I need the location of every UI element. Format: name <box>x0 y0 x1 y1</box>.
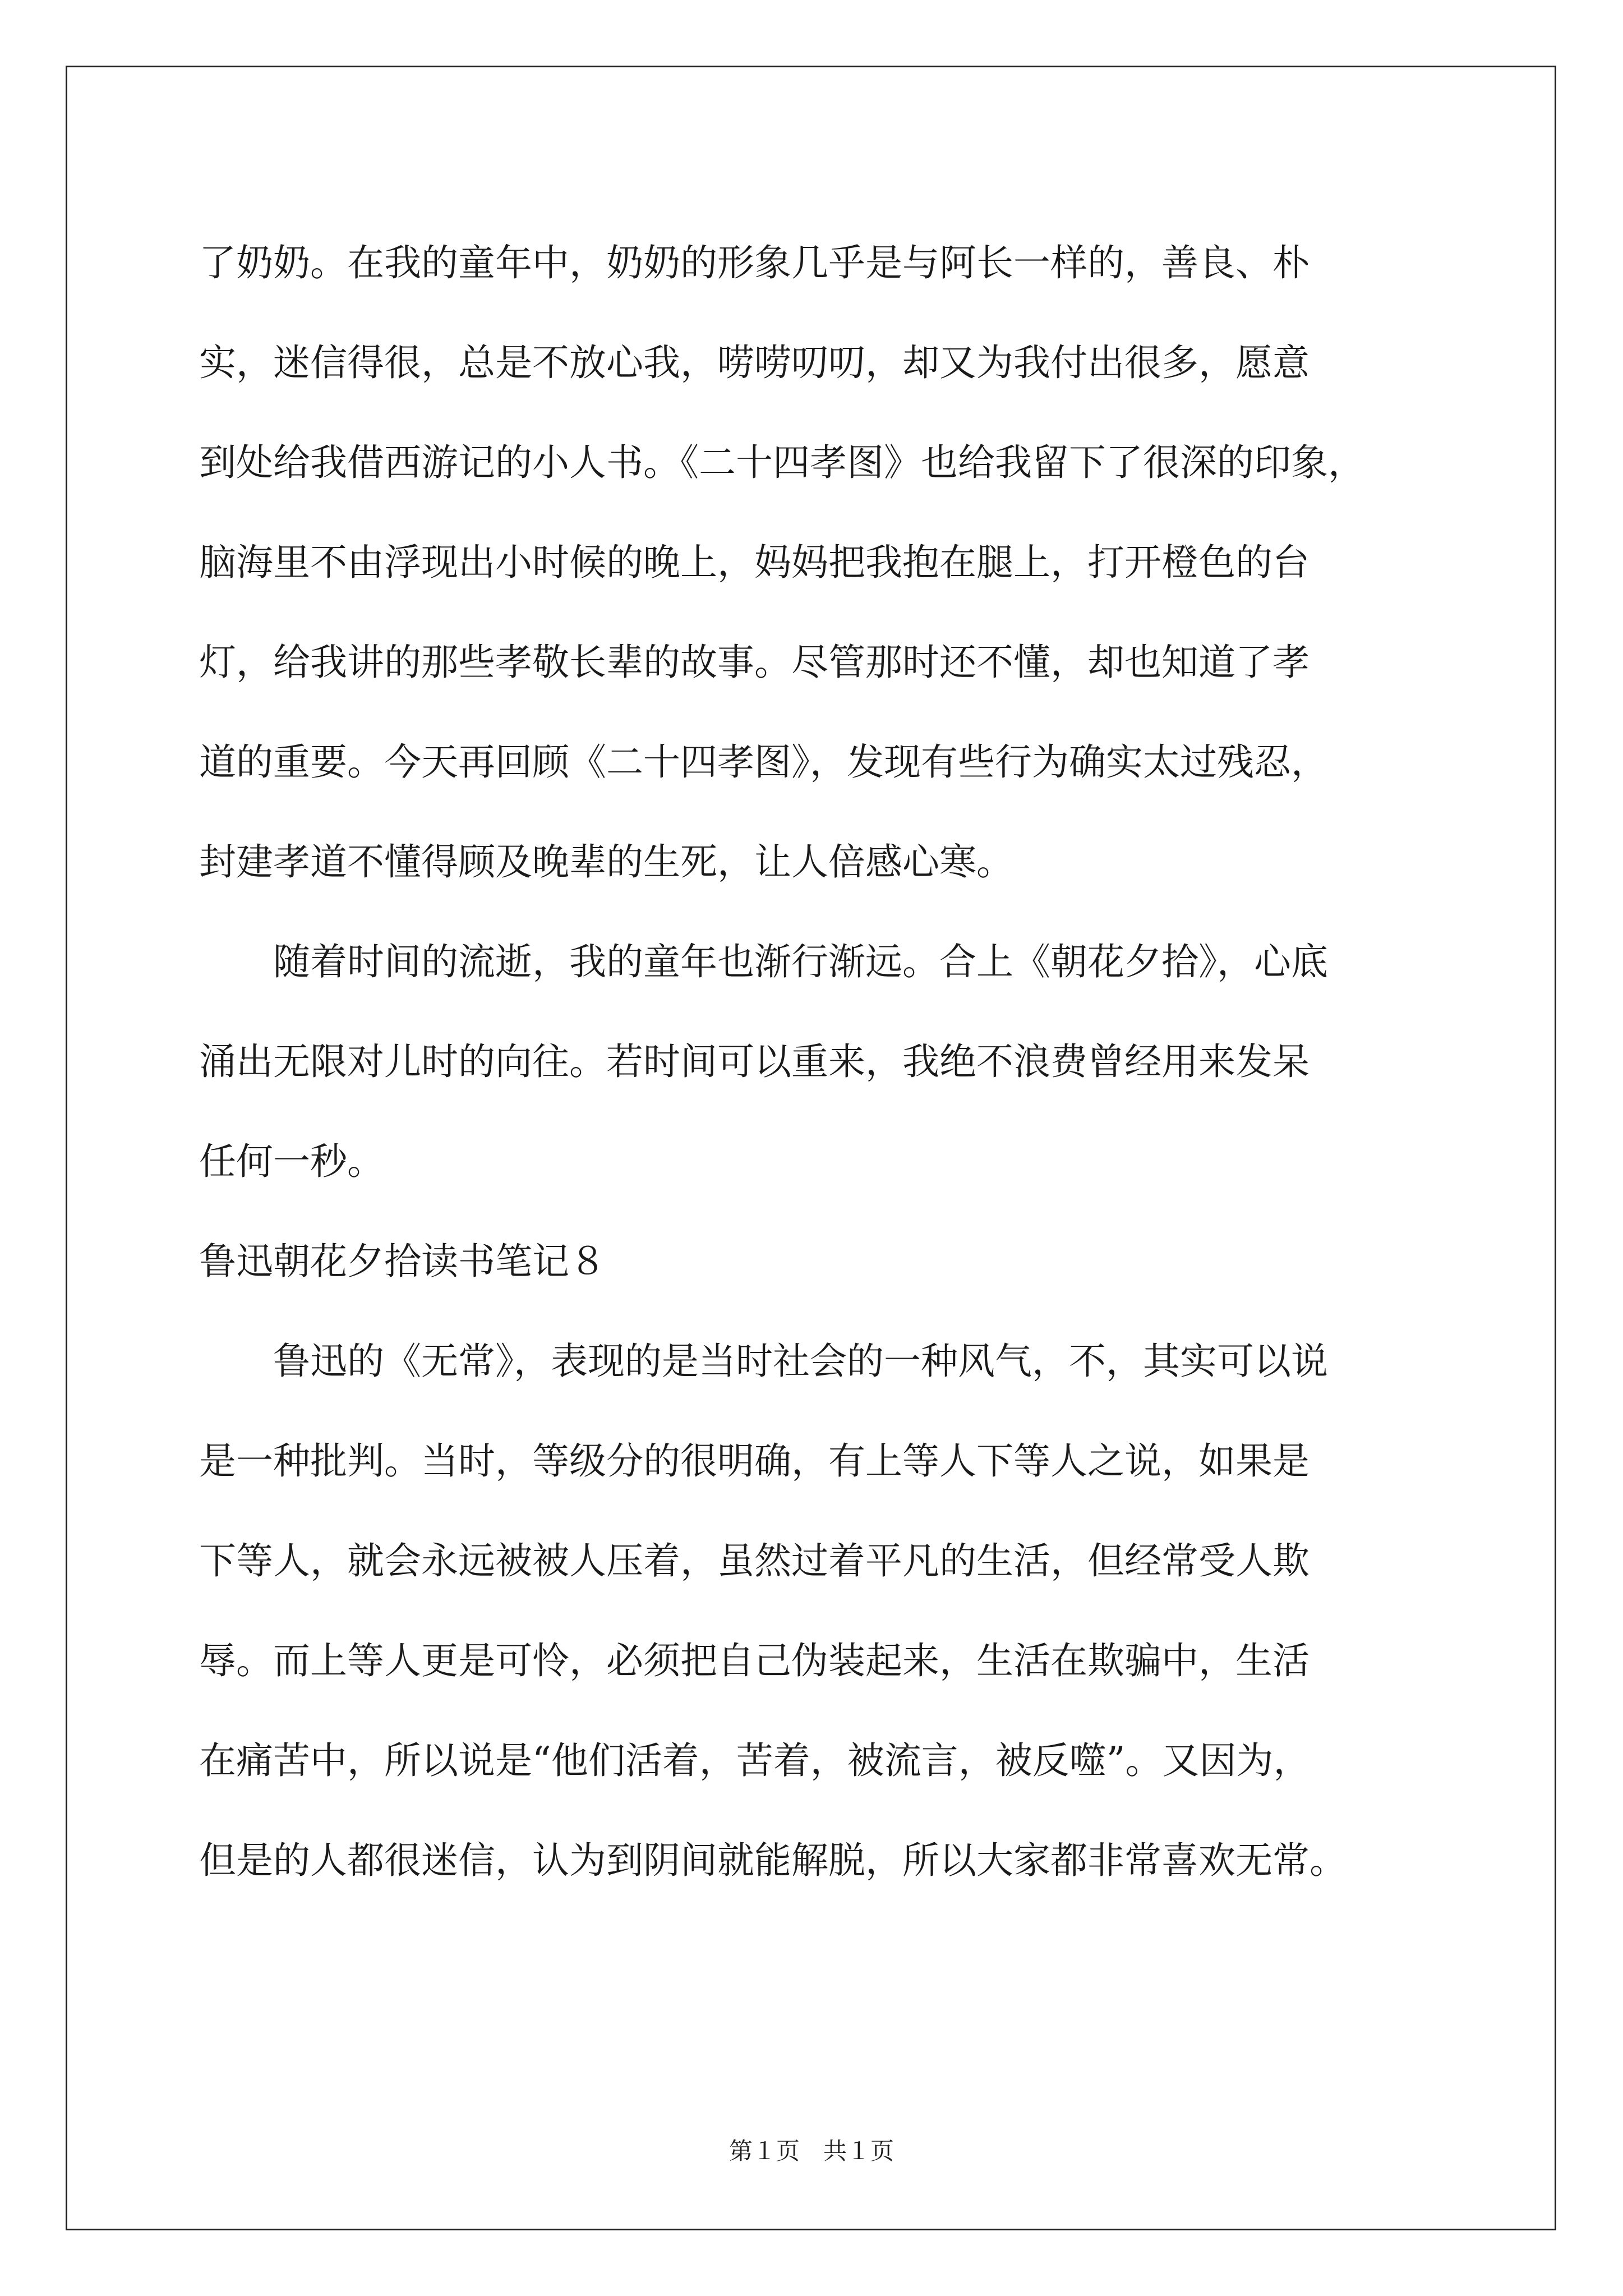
text-line: 封建孝道不懂得顾及晚辈的生死，让人倍感心寒。 <box>199 840 1013 884</box>
text-line: 脑海里不由浮现出小时候的晚上，妈妈把我抱在腿上，打开橙色的台 <box>199 541 1310 584</box>
text-line: 到处给我借西游记的小人书。《二十四孝图》也给我留下了很深的印象， <box>199 441 1365 484</box>
paragraph-first-line: 随着时间的流逝，我的童年也渐行渐远。合上《朝花夕拾》，心底 <box>273 940 1328 983</box>
text-line: 是一种批判。当时，等级分的很明确，有上等人下等人之说，如果是 <box>199 1439 1310 1483</box>
text-line: 下等人，就会永远被被人压着，虽然过着平凡的生活，但经常受人欺 <box>199 1539 1310 1582</box>
text-line: 灯，给我讲的那些孝敬长辈的故事。尽管那时还不懂，却也知道了孝 <box>199 641 1310 684</box>
text-line: 道的重要。今天再回顾《二十四孝图》，发现有些行为确实太过残忍， <box>199 740 1328 784</box>
section-heading: 鲁迅朝花夕拾读书笔记８ <box>199 1240 606 1283</box>
text-line: 在痛苦中，所以说是“他们活着，苦着，被流言，被反噬”。又因为， <box>199 1739 1311 1782</box>
text-line: 了奶奶。在我的童年中，奶奶的形象几乎是与阿长一样的，善良、朴 <box>199 241 1310 284</box>
text-line: 但是的人都很迷信，认为到阴间就能解脱，所以大家都非常喜欢无常。 <box>199 1839 1347 1882</box>
text-line: 实，迷信得很，总是不放心我，唠唠叨叨，却又为我付出很多，愿意 <box>199 341 1310 384</box>
text-line: 涌出无限对儿时的向往。若时间可以重来，我绝不浪费曾经用来发呆 <box>199 1040 1310 1083</box>
document-body <box>199 213 1438 1911</box>
page-number-footer: 第１页 共１页 <box>728 2137 894 2165</box>
paragraph-first-line: 鲁迅的《无常》，表现的是当时社会的一种风气，不，其实可以说 <box>273 1340 1328 1383</box>
text-line: 任何一秒。 <box>199 1140 384 1183</box>
text-line: 辱。而上等人更是可怜，必须把自己伪装起来，生活在欺骗中，生活 <box>199 1639 1310 1682</box>
